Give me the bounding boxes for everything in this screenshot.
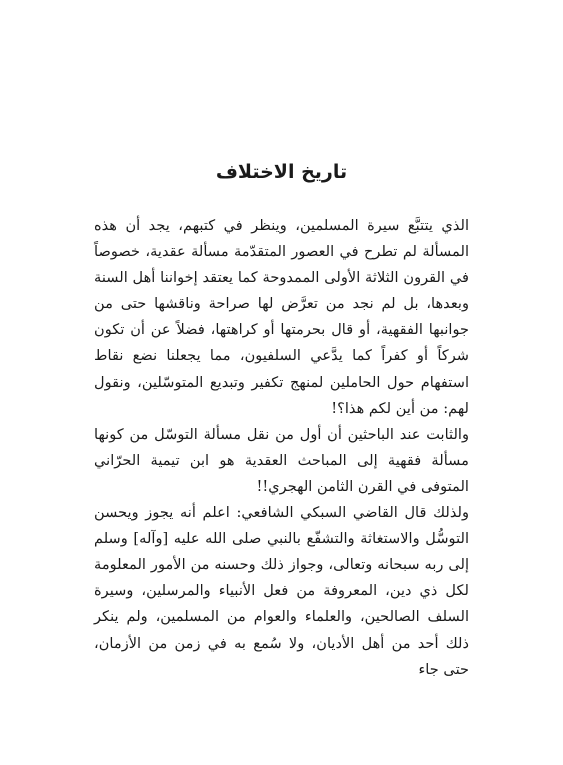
paragraph-3: ولذلك قال القاضي السبكي الشافعي: اعلم أنه يجوز ويحسن التوسُّل والاستغاثة والتشفّع بالنبي صلى الله عليه [وآله] وسلم إلى ربه سبحانه وتعالى، وجواز ذلك وحسنه من الأمور المعلومة لكل ذي دين، المعروفة من فعل الأنبياء والمرسلين، وسيرة السلف الصالحين، والعلماء والعوام من المسلمين، ولم ينكر ذلك أحد من أهل الأديان، ولا سُمع به في زمن من الأزمان، حتى جاء: [94, 504, 469, 678]
paragraph-1: الذي يتتبَّع سيرة المسلمين، وينظر في كتبهم، يجد أن هذه المسألة لم تطرح في العصور المتقدّمة مسألة عقدية، خصوصاً في القرون الثلاثة الأولى الممدوحة كما يعتقد إخواننا أهل السنة وبعدها، بل لم نجد من تعرَّض لها صراحة وناقشها حتى من جوانبها الفقهية، أو قال بحرمتها أو كراهتها، فضلاً عن أن تكون شركاً أو كفراً كما يدَّعي السلفيون، مما يجعلنا نضع نقاط استفهام حول الحاملين لمنهج تكفير وتبديع المتوسّلين، ونقول لهم: من أين لكم هذا؟!: [94, 217, 469, 417]
paragraph-2: والثابت عند الباحثين أن أول من نقل مسألة التوسّل من كونها مسألة فقهية إلى المباحث العقدية هو ابن تيمية الحرّاني المتوفى في القرن الثامن الهجري!!: [94, 425, 469, 495]
body-text: [94, 213, 469, 683]
chapter-title: تاريخ الاختلاف: [215, 161, 348, 183]
